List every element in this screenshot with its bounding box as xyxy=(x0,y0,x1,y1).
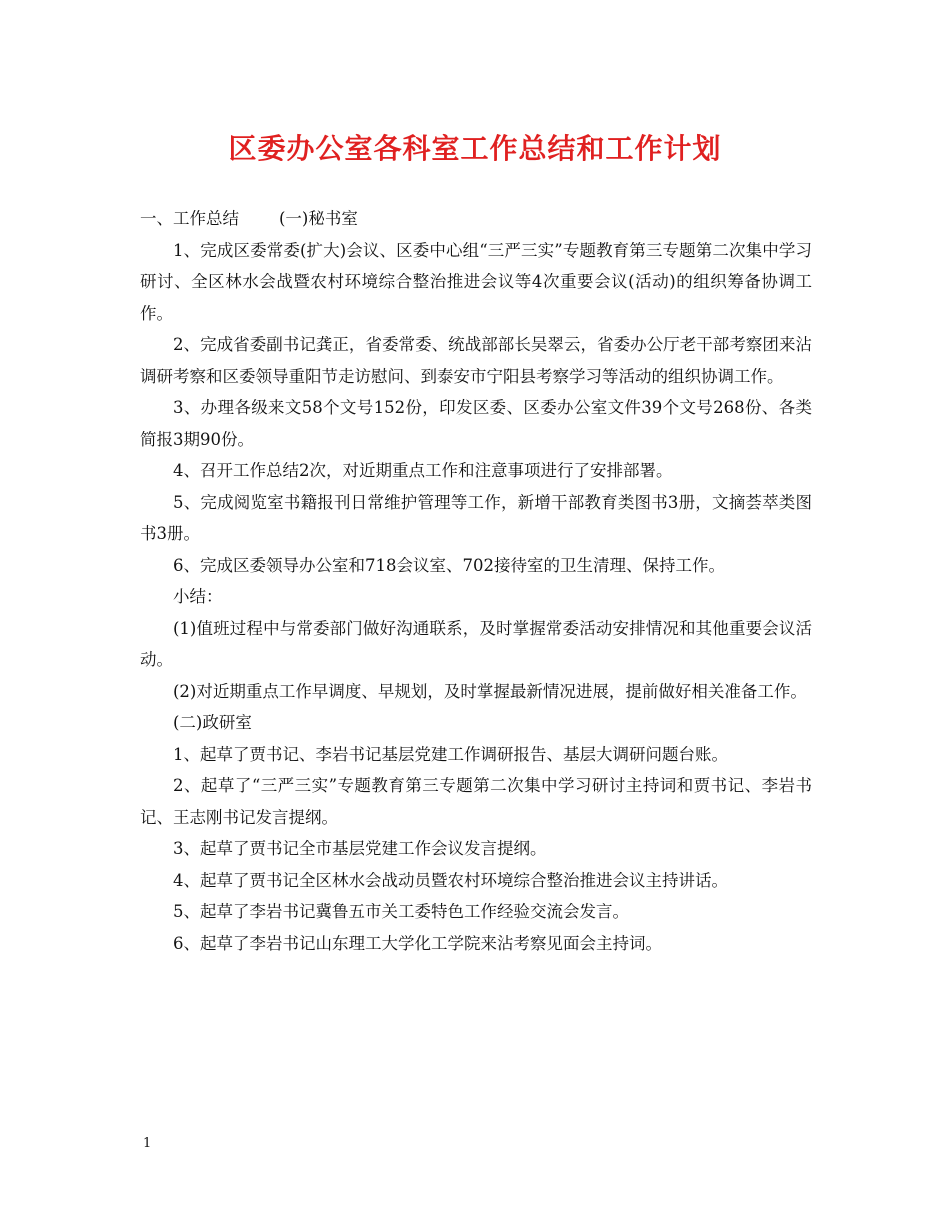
paragraph: (2)对近期重点工作早调度、早规划，及时掌握最新情况进展，提前做好相关准备工作。 xyxy=(173,681,807,701)
paragraph: 2、起草了“三严三实”专题教育第三专题第二次集中学习研讨主持词和贾书记、李岩书记、王志刚书记发言提纲。 xyxy=(140,776,812,827)
summary-label: 小结： xyxy=(173,587,223,606)
paragraph: 2、完成省委副书记龚正，省委常委、统战部部长吴翠云，省委办公厅老干部考察团来沾调研考察和区委领导重阳节走访慰问、到泰安市宁阳县考察学习等活动的组织协调工作。 xyxy=(140,335,812,386)
paragraph: (1)值班过程中与常委部门做好沟通联系，及时掌握常委活动安排情况和其他重要会议活动。 xyxy=(140,618,812,669)
paragraph: 6、完成区委领导办公室和718会议室、702接待室的卫生清理、保持工作。 xyxy=(173,555,725,575)
page-number: 1 xyxy=(143,1136,152,1151)
paragraph: 5、完成阅览室书籍报刊日常维护管理等工作，新增干部教育类图书3册，文摘荟萃类图书3册。 xyxy=(140,492,812,543)
subsection-heading-secretariat: (一)秘书室 xyxy=(279,209,358,228)
section-heading: 一、工作总结 xyxy=(140,209,239,228)
section-heading-line xyxy=(140,203,812,235)
paragraph: 4、召开工作总结2次，对近期重点工作和注意事项进行了安排部署。 xyxy=(173,461,673,480)
paragraph: 1、起草了贾书记、李岩书记基层党建工作调研报告、基层大调研问题台账。 xyxy=(173,744,728,764)
paragraph: 3、起草了贾书记全市基层党建工作会议发言提纲。 xyxy=(173,839,547,858)
subsection-heading-research: (二)政研室 xyxy=(173,713,252,732)
paragraph: 3、办理各级来文58个文号152份，印发区委、区委办公室文件39个文号268份、各类简报3期90份。 xyxy=(140,398,812,449)
paragraph: 1、完成区委常委(扩大)会议、区委中心组“三严三实”专题教育第三专题第二次集中学习研讨、全区林水会战暨农村环境综合整治推进会议等4次重要会议(活动)的组织筹备协调工作。 xyxy=(140,240,812,323)
paragraph: 4、起草了贾书记全区林水会战动员暨农村环境综合整治推进会议主持讲话。 xyxy=(173,870,728,890)
paragraph: 6、起草了李岩书记山东理工大学化工学院来沾考察见面会主持词。 xyxy=(173,933,662,953)
document-body xyxy=(140,203,812,959)
document-title: 区委办公室各科室工作总结和工作计划 xyxy=(228,132,722,165)
paragraph: 5、起草了李岩书记冀鲁五市关工委特色工作经验交流会发言。 xyxy=(173,902,629,921)
